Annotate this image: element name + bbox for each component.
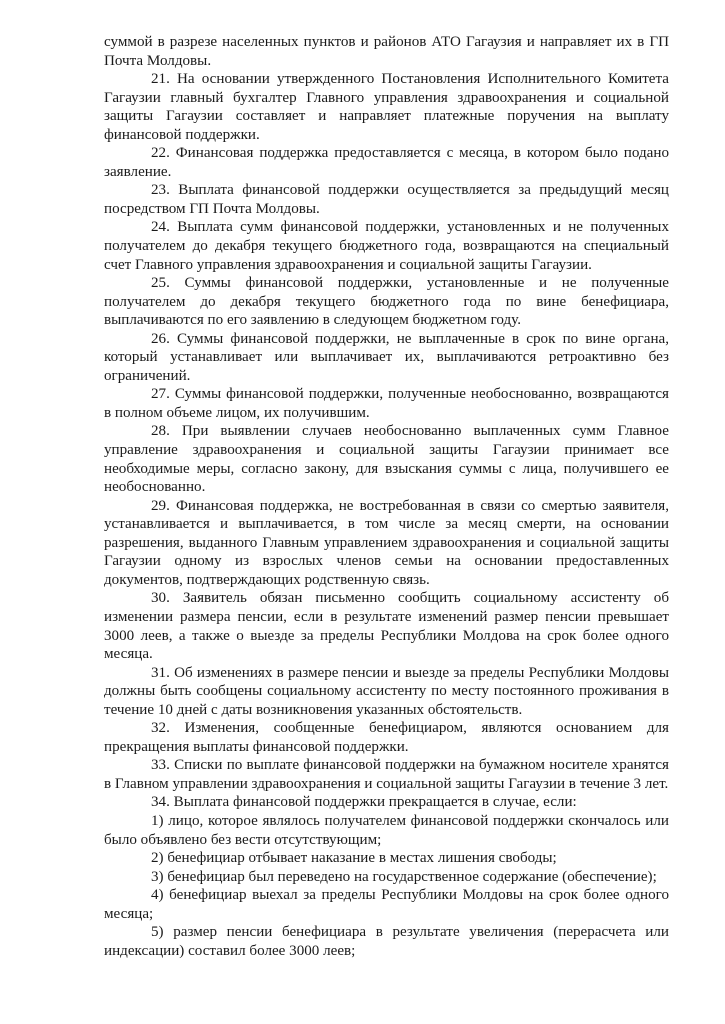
list-item-1: 1) лицо, которое являлось получателем финансовой поддержки скончалось или было объявлено без вести отсутствующим; [104, 812, 669, 848]
paragraph-21: 21. На основании утвержденного Постановления Исполнительного Комитета Гагаузии главный бухгалтер Главного управления здравоохранения и социальной защиты Гагаузии составляет и направляет платежные поручения на выплату финансовой поддержки. [104, 71, 669, 143]
paragraph-29: 29. Финансовая поддержка, не востребованная в связи со смертью заявителя, устанавливается и выплачивается, в том числе за месяц смерти, на основании разрешения, выданного Главным управлением здравоохранения и социальной защиты Гагаузии одному из взрослых членов семьи на основании предоставленных документов, подтверждающих родственную связь. [104, 497, 669, 588]
list-item-5: 5) размер пенсии бенефициара в результате увеличения (перерасчета или индексации) составил более 3000 леев; [104, 924, 669, 959]
list-item-2: 2) бенефициар отбывает наказание в местах лишения свободы; [151, 850, 557, 867]
list-item-3: 3) бенефициар был переведено на государственное содержание (обеспечение); [151, 868, 657, 885]
paragraph-31: 31. Об изменениях в размере пенсии и выезде за пределы Республики Молдовы должны быть сообщены социальному ассистенту по месту постоянного проживания в течение 10 дней с даты возникновения указанных обстоятельств. [104, 664, 669, 718]
paragraph-34: 34. Выплата финансовой поддержки прекращается в случае, если: [151, 794, 577, 811]
paragraph-continuation: суммой в разрезе населенных пунктов и районов АТО Гагаузия и направляет их в ГП Почта Молдовы. [104, 34, 669, 69]
list-item-4: 4) бенефициар выехал за пределы Республики Молдовы на срок более одного месяца; [104, 887, 669, 922]
paragraph-27: 27. Суммы финансовой поддержки, полученные необоснованно, возвращаются в полном объеме лицом, их получившим. [104, 386, 669, 421]
paragraph-26: 26. Суммы финансовой поддержки, не выплаченные в срок по вине органа, который устанавливает или выплачивает их, выплачиваются ретроактивно без ограничений. [104, 330, 669, 384]
paragraph-22: 22. Финансовая поддержка предоставляется с месяца, в котором было подано заявление. [104, 145, 669, 180]
document-page [104, 33, 669, 960]
paragraph-25: 25. Суммы финансовой поддержки, установленные и не полученные получателем до декабря текущего бюджетного года по вине бенефициара, выплачиваются по его заявлению в следующем бюджетном году. [104, 275, 669, 329]
paragraph-28: 28. При выявлении случаев необоснованно выплаченных сумм Главное управление здравоохранения и социальной защиты Гагаузии принимает все необходимые меры, согласно закону, для взыскания суммы с лица, получившего ее необоснованно. [104, 423, 669, 496]
paragraph-30: 30. Заявитель обязан письменно сообщить социальному ассистенту об изменении размера пенсии, если в результате изменений размер пенсии превышает 3000 леев, а также о выезде за пределы Республики Молдова на срок более одного месяца. [104, 590, 669, 663]
paragraph-33: 33. Списки по выплате финансовой поддержки на бумажном носителе хранятся в Главном управлении здравоохранения и социальной защиты Гагаузии в течение 3 лет. [104, 757, 669, 792]
paragraph-24: 24. Выплата сумм финансовой поддержки, установленных и не полученных получателем до декабря текущего бюджетного года, возвращаются на специальный счет Главного управления здравоохранения и социальной защиты Гагаузии. [104, 219, 669, 273]
paragraph-32: 32. Изменения, сообщенные бенефициаром, являются основанием для прекращения выплаты финансовой поддержки. [104, 720, 669, 755]
paragraph-23: 23. Выплата финансовой поддержки осуществляется за предыдущий месяц посредством ГП Почта Молдовы. [104, 182, 669, 217]
